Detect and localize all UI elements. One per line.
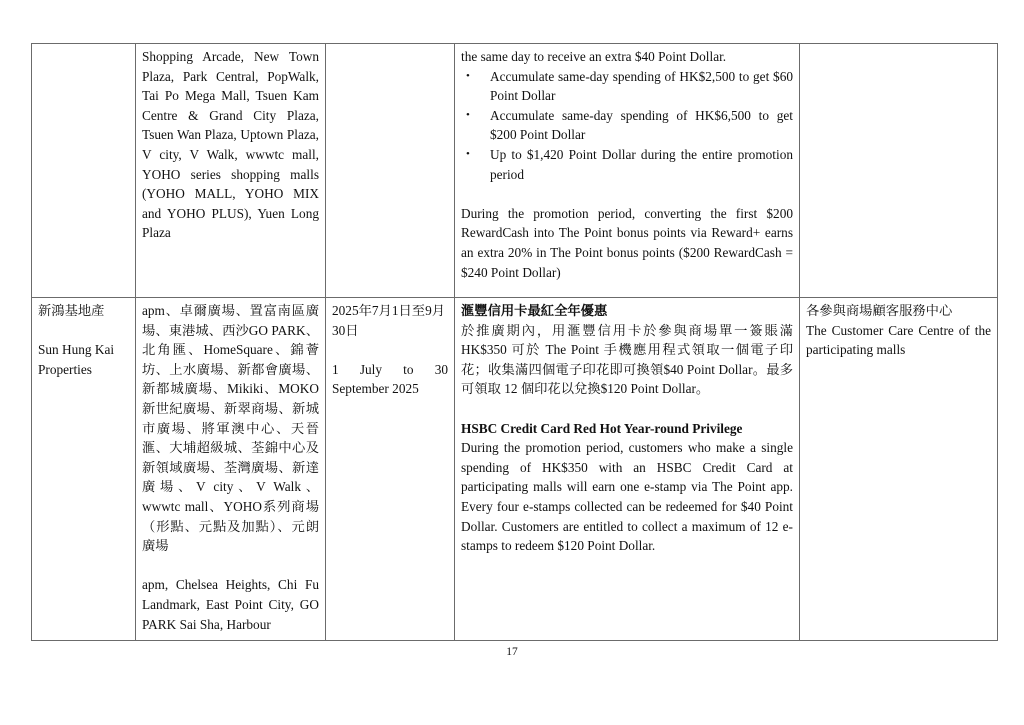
contact-cell [800,298,998,641]
offer-bullet-item: • Accumulate same-day spending of HK$2,500 to get $60 Point Dollar [461,67,793,106]
contact-en-text: The Customer Care Centre of the participating malls [806,322,991,358]
table-row [32,298,998,641]
offer-cell [455,44,800,298]
period-cell [326,298,455,641]
offer-intro-text: the same day to receive an extra $40 Point Dollar. [461,49,727,64]
offer-en-body: During the promotion period, customers who make a single spending of HK$350 with an HSBC Credit Card at participating malls will earn one e-stamp via The Point app. Every four e-stamps collected can be redeemed for $40 Point Dollar. Customers are entitled to collect a maximum of 12 e-stamps to redeem $120 Point Dollar. [461,440,793,554]
malls-cell [136,298,326,641]
offer-bullet-item: • Up to $1,420 Point Dollar during the entire promotion period [461,145,793,184]
developer-name-en: Sun Hung Kai Properties [38,342,115,377]
contact-zh-text: 各參與商場顧客服務中心 [806,303,953,318]
promotion-table [31,43,998,641]
malls-cell [136,44,326,298]
offer-zh-body: 於推廣期內，用滙豐信用卡於參與商場單一簽賬滿HK$350 可於 The Point 手機應用程式領取一個電子印花；收集滿四個電子印花即可換領$40 Point Dollar。最多可領取 12 個印花以兌換$120 Point Dollar。 [461,322,793,397]
period-en-text: 1 July to 30 September 2025 [332,361,448,397]
offer-bullet-list [461,67,793,185]
developer-name-zh: 新鴻基地產 [38,303,105,318]
offer-cell [455,298,800,641]
offer-extra-text: During the promotion period, converting the first $200 RewardCash into The Point bonus points via Reward+ earns an extra 20% in The Point bonus points ($200 RewardCash = $240 Point Dollar) [461,205,793,280]
table-row [32,44,998,298]
offer-zh-title: 滙豐信用卡最紅全年優惠 [461,303,608,318]
period-cell [326,44,455,298]
developer-cell [32,44,136,298]
offer-bullet-item: • Accumulate same-day spending of HK$6,500 to get $200 Point Dollar [461,106,793,145]
offer-en-title: HSBC Credit Card Red Hot Year-round Privilege [461,420,743,436]
malls-en-text: apm, Chelsea Heights, Chi Fu Landmark, East Point City, GO PARK Sai Sha, Harbour [142,577,319,632]
malls-zh-text: apm、卓爾廣場、置富南區廣場、東港城、西沙GO PARK、北角匯、HomeSquare、錦薈坊、上水廣場、新都會廣場、新都城廣場、Mikiki、MOKO新世紀廣場、新翠商場、新城市廣場、將軍澳中心、天晉滙、大埔超級城、荃錦中心及新領域廣場、荃灣廣場、新達廣場、V city、V Walk、wwwtc mall、YOHO系列商場（形點、元點及加點）、元朗廣場 [142,303,319,554]
developer-cell [32,298,136,641]
malls-en-text: Shopping Arcade, New Town Plaza, Park Central, PopWalk, Tai Po Mega Mall, Tsuen Kam Centre & Grand City Plaza, Tsuen Wan Plaza, Uptown Plaza, V city, V Walk, wwwtc mall, YOHO series shopping malls (YOHO MALL, YOHO MIX and YOHO PLUS), Yuen Long Plaza [142,49,319,241]
period-zh-text: 2025年7月1日至9月30日 [332,303,446,338]
contact-cell [800,44,998,298]
page-number: 17 [506,646,518,658]
